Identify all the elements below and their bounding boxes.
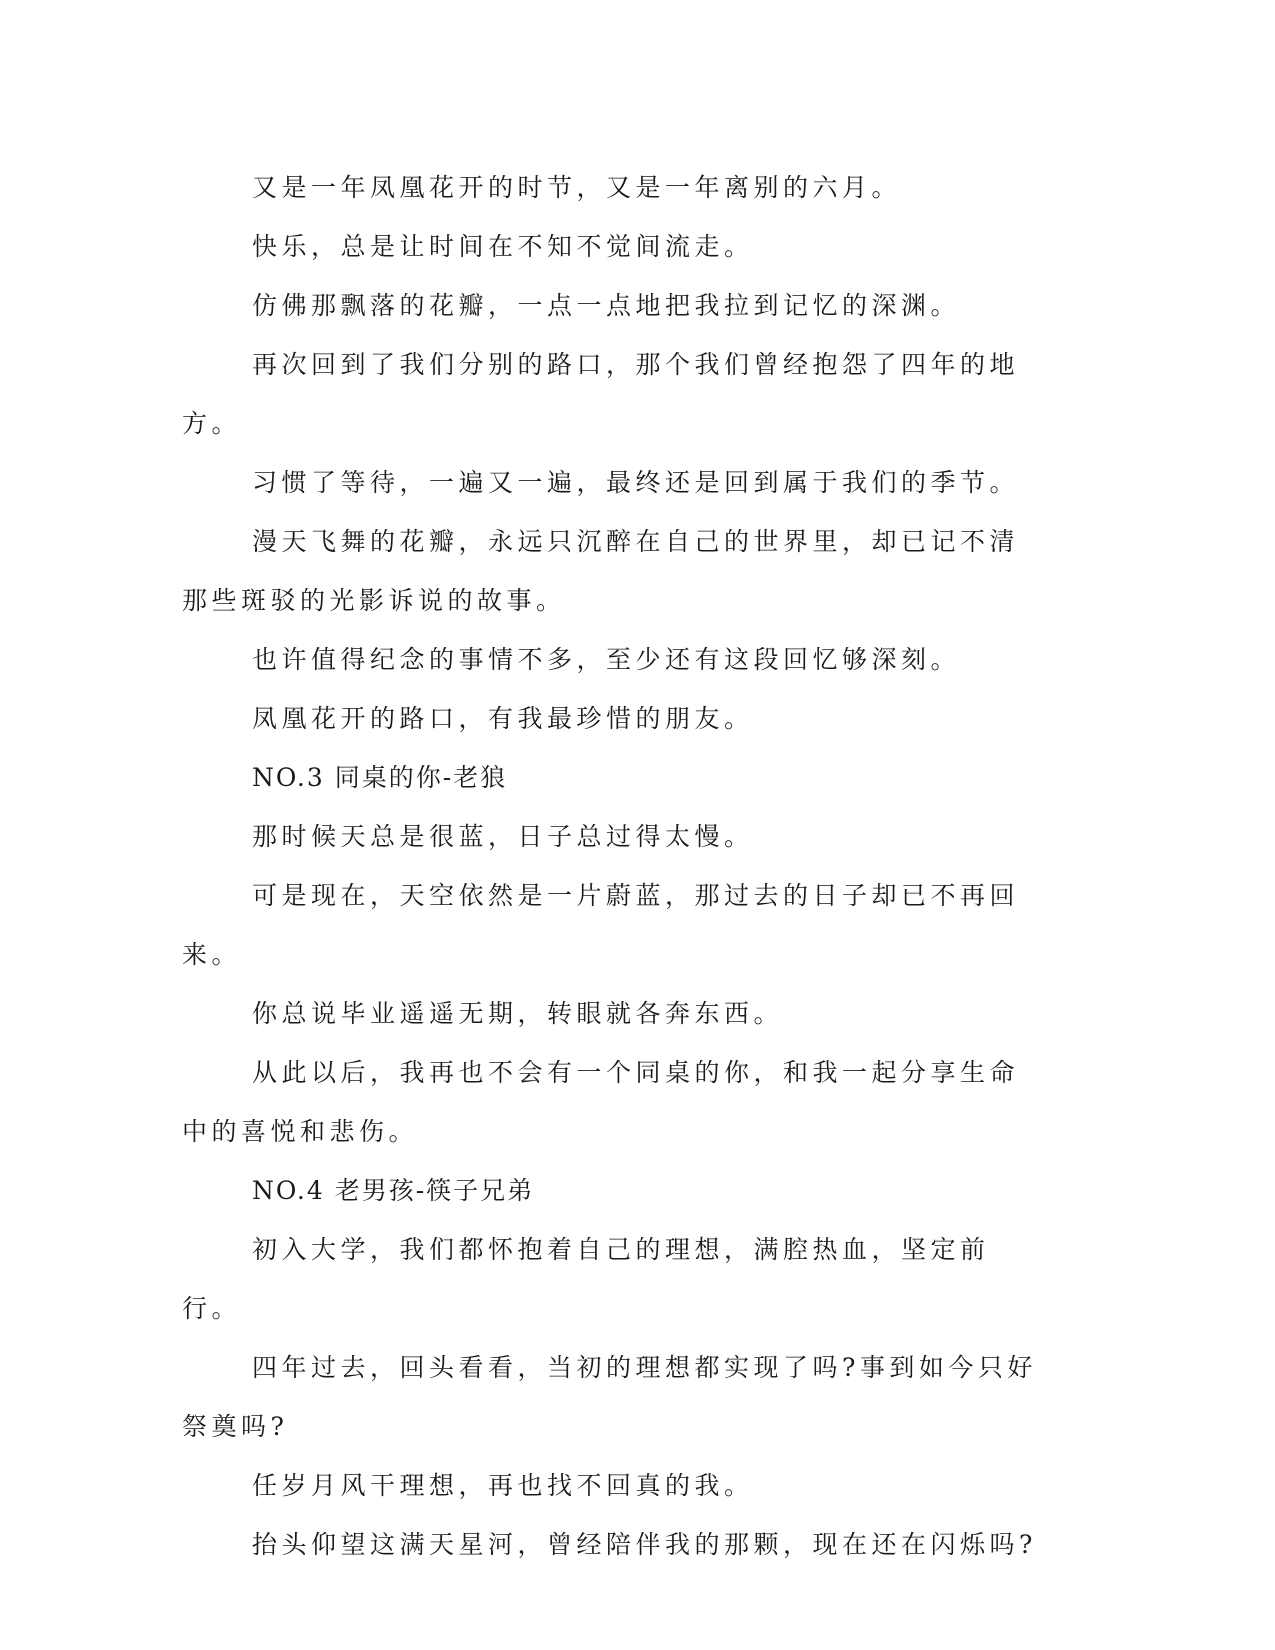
paragraph: 又是一年凤凰花开的时节，又是一年离别的六月。 [252,173,902,202]
paragraph: 漫天飞舞的花瓣，永远只沉醉在自己的世界里，却已记不清那些斑驳的光影诉说的故事。 [182,527,1020,615]
paragraph: 抬头仰望这满天星河，曾经陪伴我的那颗，现在还在闪烁吗? [252,1530,1037,1559]
paragraph: 初入大学，我们都怀抱着自己的理想，满腔热血，坚定前行。 [182,1235,990,1323]
paragraph: 再次回到了我们分别的路口，那个我们曾经抱怨了四年的地方。 [182,350,1020,438]
paragraph: 凤凰花开的路口，有我最珍惜的朋友。 [252,704,754,733]
paragraph: 任岁月风干理想，再也找不回真的我。 [252,1471,754,1500]
paragraph: 习惯了等待，一遍又一遍，最终还是回到属于我们的季节。 [252,468,1020,497]
document-body [182,158,1042,1574]
paragraph: 可是现在，天空依然是一片蔚蓝，那过去的日子却已不再回来。 [182,881,1020,969]
paragraph: 四年过去，回头看看，当初的理想都实现了吗?事到如今只好祭奠吗? [182,1353,1037,1441]
song-heading: NO.4 老男孩-筷子兄弟 [252,1176,535,1205]
paragraph: 仿佛那飘落的花瓣，一点一点地把我拉到记忆的深渊。 [252,291,961,320]
paragraph: 那时候天总是很蓝，日子总过得太慢。 [252,822,754,851]
paragraph: 快乐，总是让时间在不知不觉间流走。 [252,232,754,261]
paragraph: 也许值得纪念的事情不多，至少还有这段回忆够深刻。 [252,645,961,674]
paragraph: 从此以后，我再也不会有一个同桌的你，和我一起分享生命中的喜悦和悲伤。 [182,1058,1020,1146]
song-heading: NO.3 同桌的你-老狼 [252,763,508,792]
paragraph: 你总说毕业遥遥无期，转眼就各奔东西。 [252,999,784,1028]
